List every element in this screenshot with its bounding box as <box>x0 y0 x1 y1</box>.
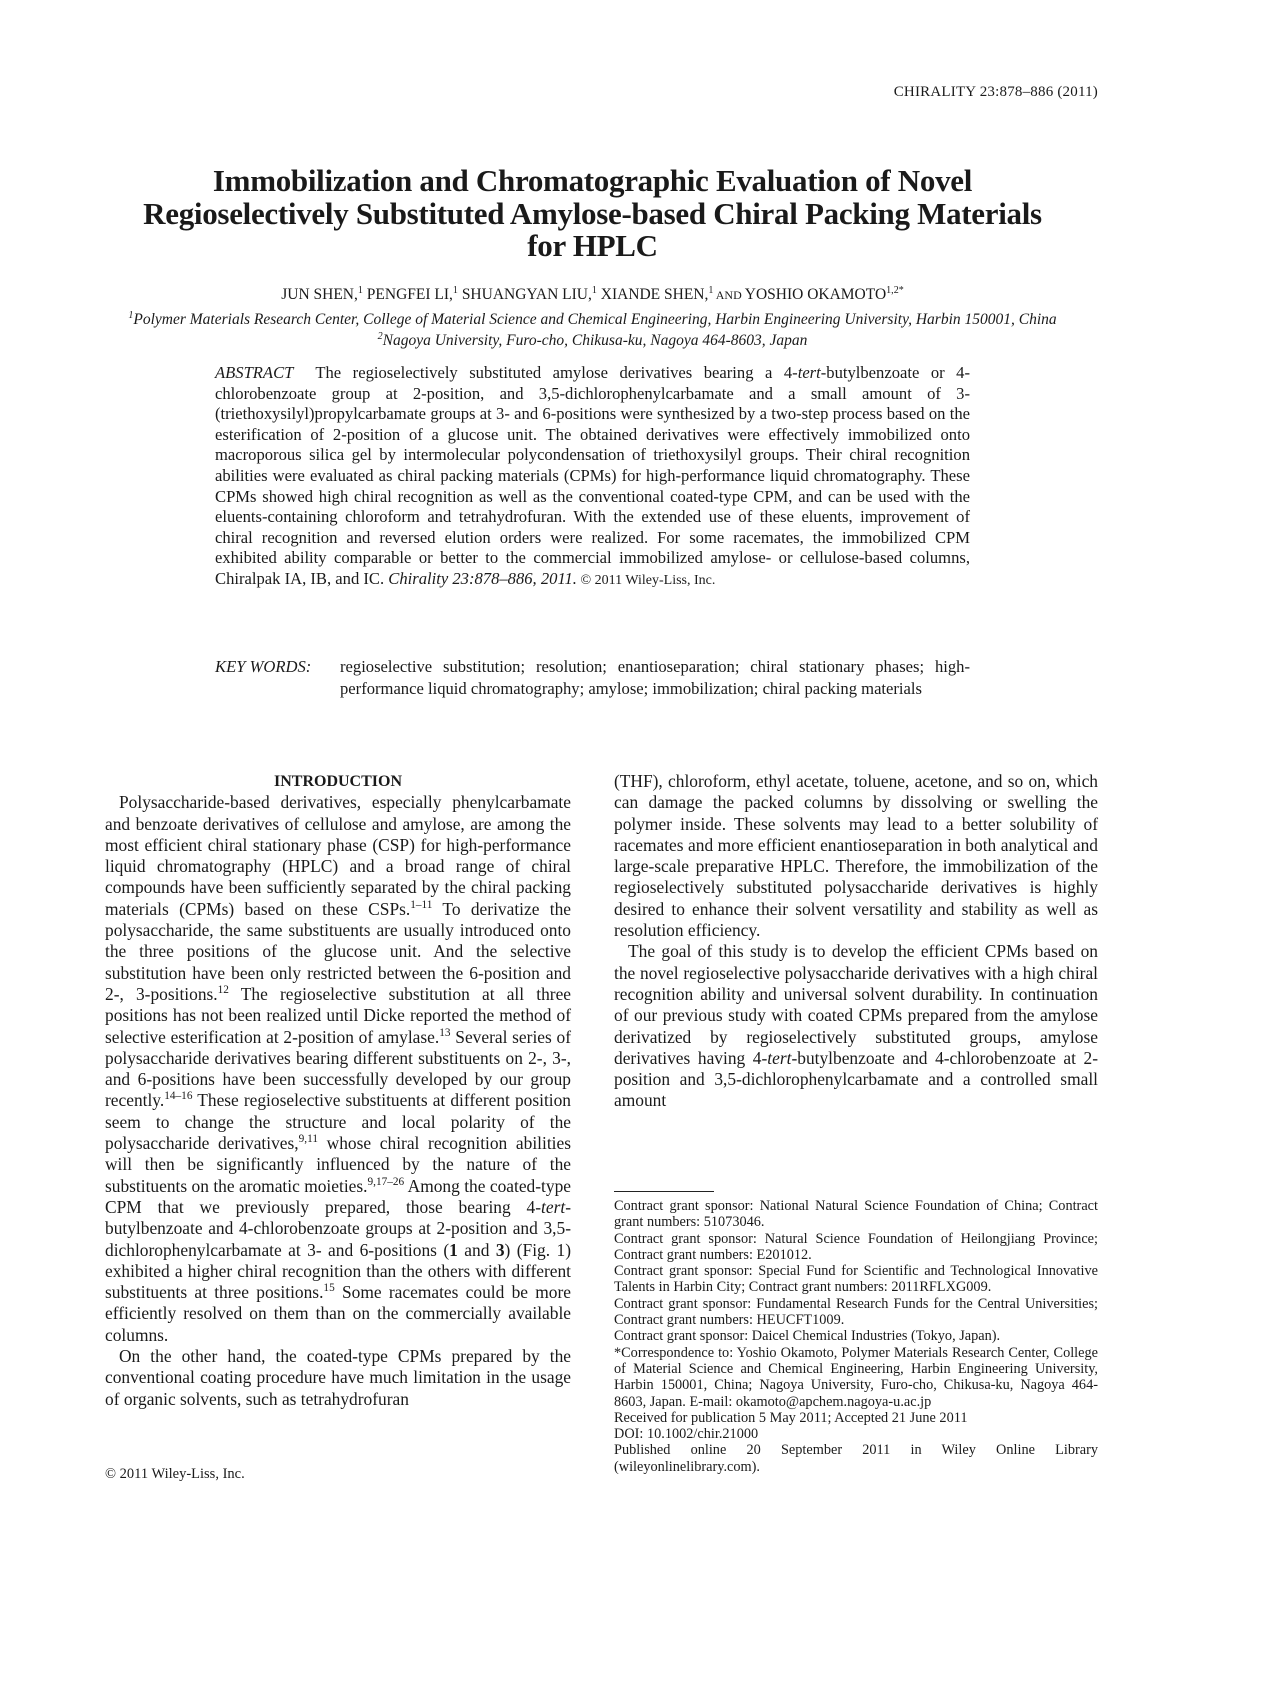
keywords <box>215 656 970 699</box>
author-list <box>60 286 1125 304</box>
footnote: *Correspondence to: Yoshio Okamoto, Polymer Materials Research Center, College of Material Science and Chemical Engineering, Harbin Engineering University, Harbin 150001, China; Nagoya University, Furo-cho, Chikusa-ku, Nagoya 464-8603, Japan. E-mail: okamoto@apchem.nagoya-u.ac.jp <box>614 1344 1098 1410</box>
italic-text: tert <box>797 363 821 382</box>
footnote: Received for publication 5 May 2011; Accepted 21 June 2011 <box>614 1409 968 1426</box>
citation-ref: 9,11 <box>298 1133 318 1146</box>
footnote: Contract grant sponsor: Fundamental Research Funds for the Central Universities; Contract grant numbers: HEUCFT1009. <box>614 1295 1098 1329</box>
keywords-text: regioselective substitution; resolution; enantioseparation; chiral stationary phases; high-performance liquid chromatography; amylose; immobilization; chiral packing materials <box>340 657 970 698</box>
right-column <box>614 771 1098 1112</box>
author-affiliation-marker: 1 <box>452 284 458 296</box>
compound-number: 3 <box>495 1239 505 1260</box>
footnote: Contract grant sponsor: National Natural Science Foundation of China; Contract grant numbers: 51073046. <box>614 1198 1098 1231</box>
title-line: Immobilization and Chromatographic Evaluation of Novel <box>212 163 973 198</box>
journal-citation: CHIRALITY 23:878–886 (2011) <box>893 84 1098 100</box>
abstract-label: ABSTRACT <box>215 363 294 382</box>
footnote: DOI: 10.1002/chir.21000 <box>614 1426 759 1443</box>
footnote: Published online 20 September 2011 in Wiley Online Library (wileyonlinelibrary.com). <box>614 1442 1098 1475</box>
copyright-notice: © 2011 Wiley-Liss, Inc. <box>105 1466 245 1482</box>
author-affiliation-marker: 1 <box>357 284 363 296</box>
footnote: Contract grant sponsor: Special Fund for Scientific and Technological Innovative Talents in Harbin City; Contract grant numbers: 2011RFLXG009. <box>614 1263 1098 1296</box>
citation-ref: 15 <box>323 1282 335 1295</box>
affiliation-marker: 2 <box>377 330 383 342</box>
article-title <box>60 165 1125 263</box>
footnote: Contract grant sponsor: Natural Science Foundation of Heilongjiang Province; Contract grant numbers: E201012. <box>614 1230 1098 1263</box>
affiliation-text: Polymer Materials Research Center, College of Material Science and Chemical Engineering, Harbin Engineering University, Harbin 150001, China <box>133 311 1057 328</box>
citation-ref: 13 <box>439 1026 451 1039</box>
author-name: SHUANGYAN LIU, <box>457 286 592 303</box>
compound-number: 1 <box>449 1239 458 1260</box>
italic-text: tert <box>767 1047 792 1068</box>
author-affiliation-marker: 1 <box>708 284 714 296</box>
author-name: PENGFEI LI, <box>362 286 453 303</box>
italic-text: tert <box>541 1196 566 1217</box>
author-name: YOSHIO OKAMOTO <box>744 286 887 303</box>
affiliation-text: Nagoya University, Furo-cho, Chikusa-ku, Nagoya 464-8603, Japan <box>382 332 808 349</box>
citation-ref: 1–11 <box>410 898 433 911</box>
footnotes <box>614 1191 1098 1475</box>
footnote: Contract grant sponsor: Daicel Chemical Industries (Tokyo, Japan). <box>614 1328 1001 1345</box>
section-heading-introduction: INTRODUCTION <box>273 773 402 790</box>
author-affiliation-marker: 1,2* <box>886 284 904 296</box>
copyright-text: © 2011 Wiley-Liss, Inc. <box>576 572 716 588</box>
italic-text: Chirality 23:878–886, 2011. <box>388 568 577 588</box>
abstract-text: The regioselectively substituted amylose derivatives bearing a 4-tert-butylbenzoate or 4-chlorobenzoate group at 2-position, and 3,5-dichlorophenylcarbamate and a small amount of 3-(triethoxysilyl)propylcarbamate groups at 3- and 6-positions were synthesized by a two-step process based on the esterification of 2-position of a glucose unit. The obtained derivatives were effectively immobilized onto macroporous silica gel by intermolecular polycondensation of triethoxysilyl groups. Their chiral recognition abilities were evaluated as chiral packing materials (CPMs) for high-performance liquid chromatography. These CPMs showed high chiral recognition as well as the conventional coated-type CPM, and can be used with the eluents-containing chloroform and tetrahydrofuran. With the extended use of these eluents, improvement of chiral recognition and reversed elution orders were realized. For some racemates, the immobilized CPM exhibited ability comparable or better to the commercial immobilized amylose- or cellulose-based columns, Chiralpak IA, IB, and IC. Chirality 23:878–886, 2011. © 2011 Wiley-Liss, Inc. <box>215 363 970 588</box>
footnote-rule <box>614 1191 714 1192</box>
title-line: Regioselectively Substituted Amylose-based Chiral Packing Materials <box>143 195 1042 231</box>
author-name: XIANDE SHEN, <box>596 286 709 303</box>
paragraph: The goal of this study is to develop the efficient CPMs based on the novel regioselective polysaccharide derivatives with a high chiral recognition ability and universal solvent durability. In continuation of our previous study with coated CPMs prepared from the amylose derivatized by regioselectively substituted groups, amylose derivatives having 4-tert-butylbenzoate and 4-chlorobenzoate at 2-position and 3,5-dichlorophenylcarbamate and a controlled small amount <box>614 941 1098 1111</box>
citation-ref: 9,17–26 <box>367 1175 405 1188</box>
paragraph: (THF), chloroform, ethyl acetate, toluene, acetone, and so on, which can damage the packed columns by dissolving or swelling the polymer inside. These solvents may lead to a better solubility of racemates and more efficient enantioseparation in both analytical and large-scale preparative HPLC. Therefore, the immobilization of the regioselectively substituted polysaccharide derivatives is highly desired to enhance their solvent versatility and stability as well as resolution efficiency. <box>614 771 1098 941</box>
author-affiliation-marker: 1 <box>591 284 597 296</box>
citation-ref: 14–16 <box>164 1090 193 1103</box>
left-column <box>105 771 571 1410</box>
citation-ref: 12 <box>217 984 229 997</box>
title-line: for HPLC <box>527 228 658 263</box>
and-connector: AND <box>713 288 745 302</box>
affiliation-1 <box>60 309 1125 330</box>
paragraph: On the other hand, the coated-type CPMs prepared by the conventional coating procedure have much limitation in the usage of organic solvents, such as tetrahydrofuran <box>105 1346 571 1409</box>
affiliation-2 <box>60 330 1125 351</box>
keywords-label: KEY WORDS: <box>215 657 312 676</box>
author-name: JUN SHEN, <box>281 286 358 303</box>
abstract <box>215 363 970 592</box>
paragraph: Polysaccharide-based derivatives, especially phenylcarbamate and benzoate derivatives of cellulose and amylose, are among the most efficient chiral stationary phase (CSP) for high-performance liquid chromatography (HPLC) and a broad range of chiral compounds have been sufficiently separated by the chiral packing materials (CPMs) based on these CSPs.$^{1-11}$ To derivatize the polysaccharide, the same substituents are usually introduced onto the three positions of the glucose unit. And the selective substitution have been only restricted between the 6-position and 2-, 3-positions.$^{12}$ The regioselective substitution at all three positions has not been realized until Dicke reported the method of selective esterification at 2-position of amylase.$^{13}$ Several series of polysaccharide derivatives bearing different substituents on 2-, 3-, and 6-positions have been successfully developed by our group recently.$^{14-16}$ These regioselective substituents at different position seem to change the structure and local polarity of the polysaccharide derivatives,$^{9,11}$ whose chiral recognition abilities will then be significantly influenced by the nature of the substituents on the aromatic moieties.$^{9,17-26}$ Among the coated-type CPM that we previously prepared, those bearing 4-tert-butylbenzoate and 4-chlorobenzoate groups at 2-position and 3,5-dichlorophenylcarbamate at 3- and 6-positions (1 and 3) (Fig. 1) exhibited a higher chiral recognition than the others with different substituents at three positions.$^{15}$ Some racemates could be more efficiently resolved on them than on the commercially available columns. <box>105 792 572 1345</box>
affiliation-marker: 1 <box>128 309 134 321</box>
